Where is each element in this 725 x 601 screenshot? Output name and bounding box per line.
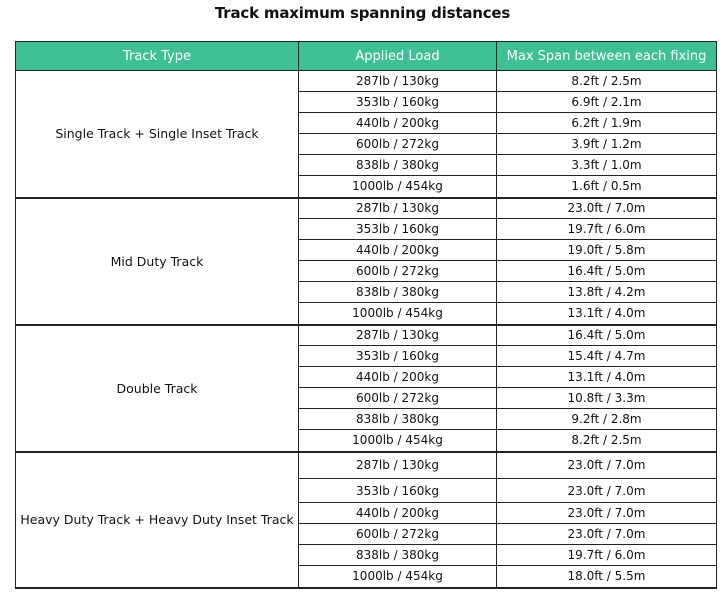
max-span-cell: 3.3ft / 1.0m: [497, 155, 717, 176]
max-span-cell: 19.7ft / 6.0m: [497, 219, 717, 240]
applied-load-cell: 287lb / 130kg: [299, 325, 497, 346]
applied-load-cell: 600lb / 272kg: [299, 261, 497, 282]
applied-load-cell: 353lb / 160kg: [299, 346, 497, 367]
max-span-cell: 23.0ft / 7.0m: [497, 524, 717, 545]
applied-load-cell: 353lb / 160kg: [299, 219, 497, 240]
span-table: [15, 41, 717, 589]
applied-load-cell: 1000lb / 454kg: [299, 430, 497, 452]
table-row: [16, 71, 717, 92]
max-span-cell: 18.0ft / 5.5m: [497, 566, 717, 588]
max-span-cell: 19.0ft / 5.8m: [497, 240, 717, 261]
applied-load-cell: 353lb / 160kg: [299, 479, 497, 503]
page-title: Track maximum spanning distances: [214, 4, 511, 22]
max-span-cell: 23.0ft / 7.0m: [497, 479, 717, 503]
max-span-cell: 23.0ft / 7.0m: [497, 503, 717, 524]
max-span-cell: 15.4ft / 4.7m: [497, 346, 717, 367]
applied-load-cell: 1000lb / 454kg: [299, 303, 497, 325]
max-span-cell: 9.2ft / 2.8m: [497, 409, 717, 430]
max-span-cell: 16.4ft / 5.0m: [497, 261, 717, 282]
applied-load-cell: 440lb / 200kg: [299, 503, 497, 524]
applied-load-cell: 838lb / 380kg: [299, 282, 497, 303]
table-row: [16, 198, 717, 219]
max-span-cell: 1.6ft / 0.5m: [497, 176, 717, 198]
max-span-cell: 13.8ft / 4.2m: [497, 282, 717, 303]
header-track-type: Track Type: [16, 42, 299, 71]
applied-load-cell: 838lb / 380kg: [299, 155, 497, 176]
max-span-cell: 8.2ft / 2.5m: [497, 430, 717, 452]
table-body: [16, 71, 717, 588]
max-span-cell: 23.0ft / 7.0m: [497, 452, 717, 479]
applied-load-cell: 600lb / 272kg: [299, 134, 497, 155]
max-span-cell: 6.2ft / 1.9m: [497, 113, 717, 134]
applied-load-cell: 600lb / 272kg: [299, 388, 497, 409]
max-span-cell: 13.1ft / 4.0m: [497, 303, 717, 325]
applied-load-cell: 287lb / 130kg: [299, 198, 497, 219]
applied-load-cell: 353lb / 160kg: [299, 92, 497, 113]
table-row: [16, 325, 717, 346]
max-span-cell: 23.0ft / 7.0m: [497, 198, 717, 219]
max-span-cell: 16.4ft / 5.0m: [497, 325, 717, 346]
track-type-cell: Single Track + Single Inset Track: [16, 71, 299, 198]
applied-load-cell: 440lb / 200kg: [299, 240, 497, 261]
max-span-cell: 6.9ft / 2.1m: [497, 92, 717, 113]
applied-load-cell: 1000lb / 454kg: [299, 176, 497, 198]
max-span-cell: 13.1ft / 4.0m: [497, 367, 717, 388]
max-span-cell: 10.8ft / 3.3m: [497, 388, 717, 409]
applied-load-cell: 1000lb / 454kg: [299, 566, 497, 588]
applied-load-cell: 440lb / 200kg: [299, 113, 497, 134]
applied-load-cell: 838lb / 380kg: [299, 409, 497, 430]
table-row: [16, 452, 717, 479]
max-span-cell: 3.9ft / 1.2m: [497, 134, 717, 155]
applied-load-cell: 838lb / 380kg: [299, 545, 497, 566]
applied-load-cell: 287lb / 130kg: [299, 452, 497, 479]
header-applied-load: Applied Load: [299, 42, 497, 71]
applied-load-cell: 600lb / 272kg: [299, 524, 497, 545]
track-type-cell: Double Track: [16, 325, 299, 452]
applied-load-cell: 440lb / 200kg: [299, 367, 497, 388]
max-span-cell: 19.7ft / 6.0m: [497, 545, 717, 566]
header-max-span: Max Span between each fixing: [497, 42, 717, 71]
track-type-cell: Heavy Duty Track + Heavy Duty Inset Track: [16, 452, 299, 588]
header-row: [16, 42, 717, 71]
applied-load-cell: 287lb / 130kg: [299, 71, 497, 92]
max-span-cell: 8.2ft / 2.5m: [497, 71, 717, 92]
track-type-cell: Mid Duty Track: [16, 198, 299, 325]
